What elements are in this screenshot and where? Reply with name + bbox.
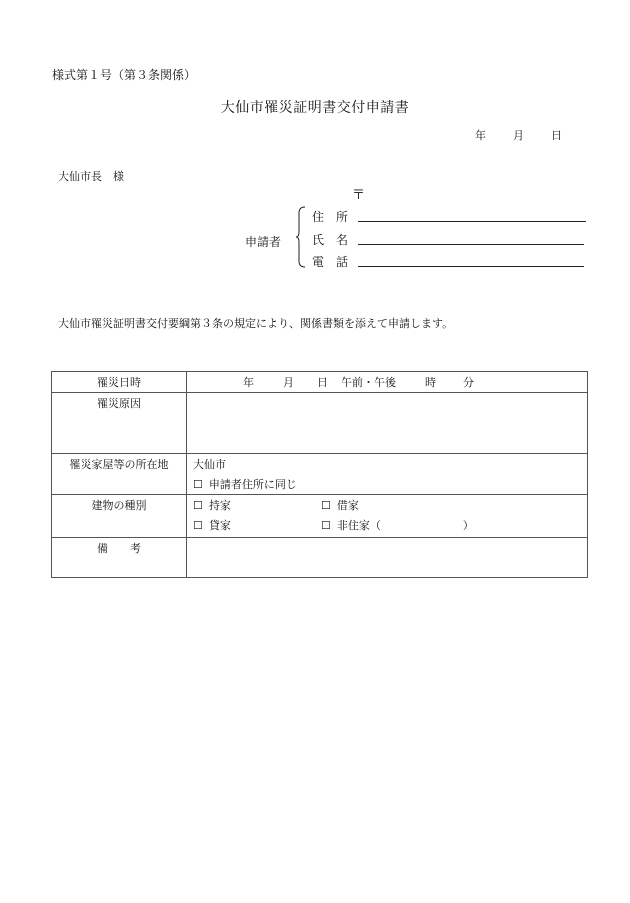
checkbox-icon[interactable]: ☐ — [193, 499, 203, 512]
row-location — [52, 454, 588, 495]
name-label: 氏 名 — [312, 233, 349, 247]
dt-hour: 時 — [425, 376, 436, 389]
label-remarks: 備 考 — [52, 538, 187, 578]
lent-house-label: 貸家 — [208, 519, 231, 532]
rented-house-label: 借家 — [336, 499, 359, 512]
same-as-address-label: 申請者住所に同じ — [208, 478, 297, 491]
value-datetime[interactable] — [187, 372, 588, 393]
label-datetime: 罹災日時 — [52, 372, 187, 393]
row-datetime — [52, 372, 588, 393]
non-residential-label: 非住家（ — [336, 519, 381, 532]
applicant-name-row — [312, 231, 356, 248]
address-field[interactable] — [358, 221, 586, 222]
dt-ampm: 午前・午後 — [341, 376, 396, 389]
dt-month: 月 — [283, 376, 294, 389]
addressee: 大仙市長 様 — [58, 170, 124, 183]
row-building — [52, 495, 588, 538]
statement-text: 大仙市罹災証明書交付要綱第３条の規定により、関係書類を添えて申請します。 — [58, 317, 454, 330]
label-building: 建物の種別 — [52, 495, 187, 538]
form-number: 様式第１号（第３条関係） — [52, 68, 197, 82]
row-cause — [52, 393, 588, 454]
location-city: 大仙市 — [193, 458, 226, 471]
dt-day: 日 — [317, 376, 328, 389]
date-year: 年 — [475, 129, 486, 142]
row-remarks — [52, 538, 588, 578]
dt-minute: 分 — [463, 376, 474, 389]
info-table — [51, 371, 588, 578]
date-line — [475, 127, 562, 143]
dt-year: 年 — [243, 376, 254, 389]
checkbox-icon[interactable]: ☐ — [193, 519, 203, 532]
owned-label: 持家 — [208, 499, 231, 512]
applicant-phone-row — [312, 253, 356, 270]
brace-bracket — [296, 206, 306, 268]
value-building — [187, 495, 588, 538]
address-label: 住 所 — [312, 210, 349, 224]
same-as-address-option[interactable] — [187, 474, 587, 494]
document-title: 大仙市罹災証明書交付申請書 — [220, 100, 410, 116]
name-field[interactable] — [358, 244, 584, 245]
option-owned[interactable] — [193, 497, 321, 513]
checkbox-icon[interactable]: ☐ — [321, 519, 331, 532]
checkbox-icon[interactable]: ☐ — [321, 499, 331, 512]
phone-field[interactable] — [358, 266, 584, 267]
close-paren: ） — [462, 519, 474, 532]
date-day: 日 — [551, 129, 562, 142]
option-non-residential[interactable] — [321, 517, 474, 533]
applicant-label: 申請者 — [245, 235, 282, 249]
applicant-address-row — [312, 208, 356, 225]
postal-mark: 〒 — [352, 188, 366, 203]
option-rented-house[interactable] — [321, 497, 359, 513]
option-lent-house[interactable] — [193, 517, 321, 533]
value-remarks[interactable] — [187, 538, 588, 578]
checkbox-icon[interactable]: ☐ — [193, 478, 203, 491]
value-location — [187, 454, 588, 495]
value-cause[interactable] — [187, 393, 588, 454]
phone-label: 電 話 — [312, 255, 349, 269]
date-month: 月 — [513, 129, 524, 142]
label-cause: 罹災原因 — [52, 393, 187, 454]
label-location: 罹災家屋等の所在地 — [52, 454, 187, 495]
